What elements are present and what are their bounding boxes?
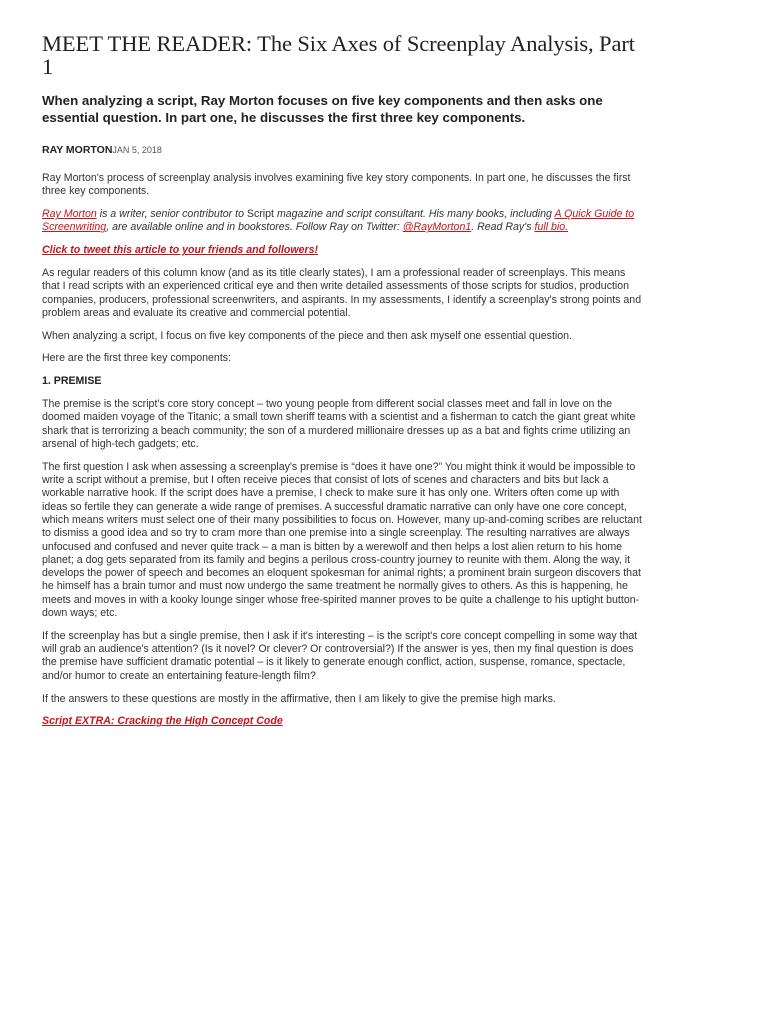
tweet-cta-link[interactable]: Click to tweet this article to your friends and followers! <box>42 244 319 257</box>
full-bio-link[interactable]: full bio. <box>534 221 569 234</box>
author-bio: Ray Morton is a writer, senior contributor to Script magazine and script consultant. His many books, including A Quick Guide to Screenwriting, are available online and in bookstores. Follow Ray on Twitter: @RayMorton1. Read Ray's full bio. <box>42 208 635 234</box>
body-paragraph: As regular readers of this column know (and as its title clearly states), I am a professional reader of screenplays. This means that I read scripts with an experienced critical eye and then write detailed assessments of those scripts for studios, production companies, producers, professional screenwriters, and aspirants. In my assessments, I identify a screenplay's strong points and problem areas and evaluate its creative and commercial potential. <box>42 266 642 319</box>
premise-paragraph: If the answers to these questions are mostly in the affirmative, then I am likely to give the premise high marks. <box>42 692 556 705</box>
script-extra-link[interactable]: Script EXTRA: Cracking the High Concept Code <box>42 715 283 728</box>
twitter-link[interactable]: @RayMorton1 <box>402 221 472 234</box>
section-heading-premise: 1. PREMISE <box>42 375 102 388</box>
publish-date: JAN 5, 2018 <box>112 145 162 155</box>
premise-paragraph: If the screenplay has but a single premise, then I ask if it's interesting – is the script's core concept compelling in some way that will grab an audience's attention? (Is it novel? Or clever? Or controversial?) If the answer is yes, then my final question is does the premise have sufficient dramatic potential – is it likely to generate enough conflict, action, suspense, romance, spectacle, and/or humor to create an entertaining feature-length film? <box>42 629 638 682</box>
article-subtitle: When analyzing a script, Ray Morton focuses on five key components and then asks one essential question. In part one, he discusses the first three key components. <box>42 93 603 125</box>
extra-link-paragraph <box>42 715 642 728</box>
body-paragraph: When analyzing a script, I focus on five key components of the piece and then ask myself one essential question. <box>42 329 572 342</box>
tweet-cta-paragraph <box>42 244 642 257</box>
book-link[interactable]: A Quick Guide to Screenwriting <box>42 208 635 234</box>
article-title: MEET THE READER: The Six Axes of Screenplay Analysis, Part 1 <box>42 31 635 79</box>
article <box>42 32 642 738</box>
body-paragraph: Here are the first three key components: <box>42 352 232 365</box>
author-name[interactable]: RAY MORTON <box>42 144 113 156</box>
premise-paragraph: The premise is the script's core story concept – two young people from different social classes meet and fall in love on the doomed maiden voyage of the Titanic; a small town sheriff teams with a scientist and a fisherman to catch the giant great white shark that is terrorizing a beach community; the son of a murdered millionaire dresses up as a bat and fights crime utilizing an arsenal of high-tech gadgets; etc. <box>42 398 636 450</box>
author-link[interactable]: Ray Morton <box>42 208 97 221</box>
intro-paragraph: Ray Morton's process of screenplay analysis involves examining five key story components. In part one, he discusses the first three key components. <box>42 172 631 198</box>
premise-paragraph: The first question I ask when assessing a screenplay's premise is “does it have one?” You might think it would be impossible to write a script without a premise, but I often receive pieces that consist of lots of scenes and characters and bits but lack a workable narrative hook. If the script does have a premise, I check to make sure it has only one. Writers often come up with ideas so fertile they can generate a wide range of premises. A successful dramatic narrative can only have one core concept, which means writers must select one of their many possibilities to focus on. However, many up-and-coming scribes are reluctant to dismiss a good idea and so try to cram more than one premise into a single screenplay. The resulting narratives are always unfocused and confused and never quite track – a man is bitten by a werewolf and then helps a lost alien return to his home planet; a dog gets separated from its family and begins a perilous cross-country journey to reunite with them. Along the way, it develops the power of speech and becomes an eloquent spokesman for animal rights; a prominent brain surgeon discovers that he himself has a brain tumor and must now undergo the same treatment he normally gives to others. As this is happening, he meets and moves in with a kooky lounge singer whose free-spirited manner proves to be quite a challenge to his uptight button-down ways; etc. <box>42 460 642 620</box>
byline <box>42 143 642 157</box>
